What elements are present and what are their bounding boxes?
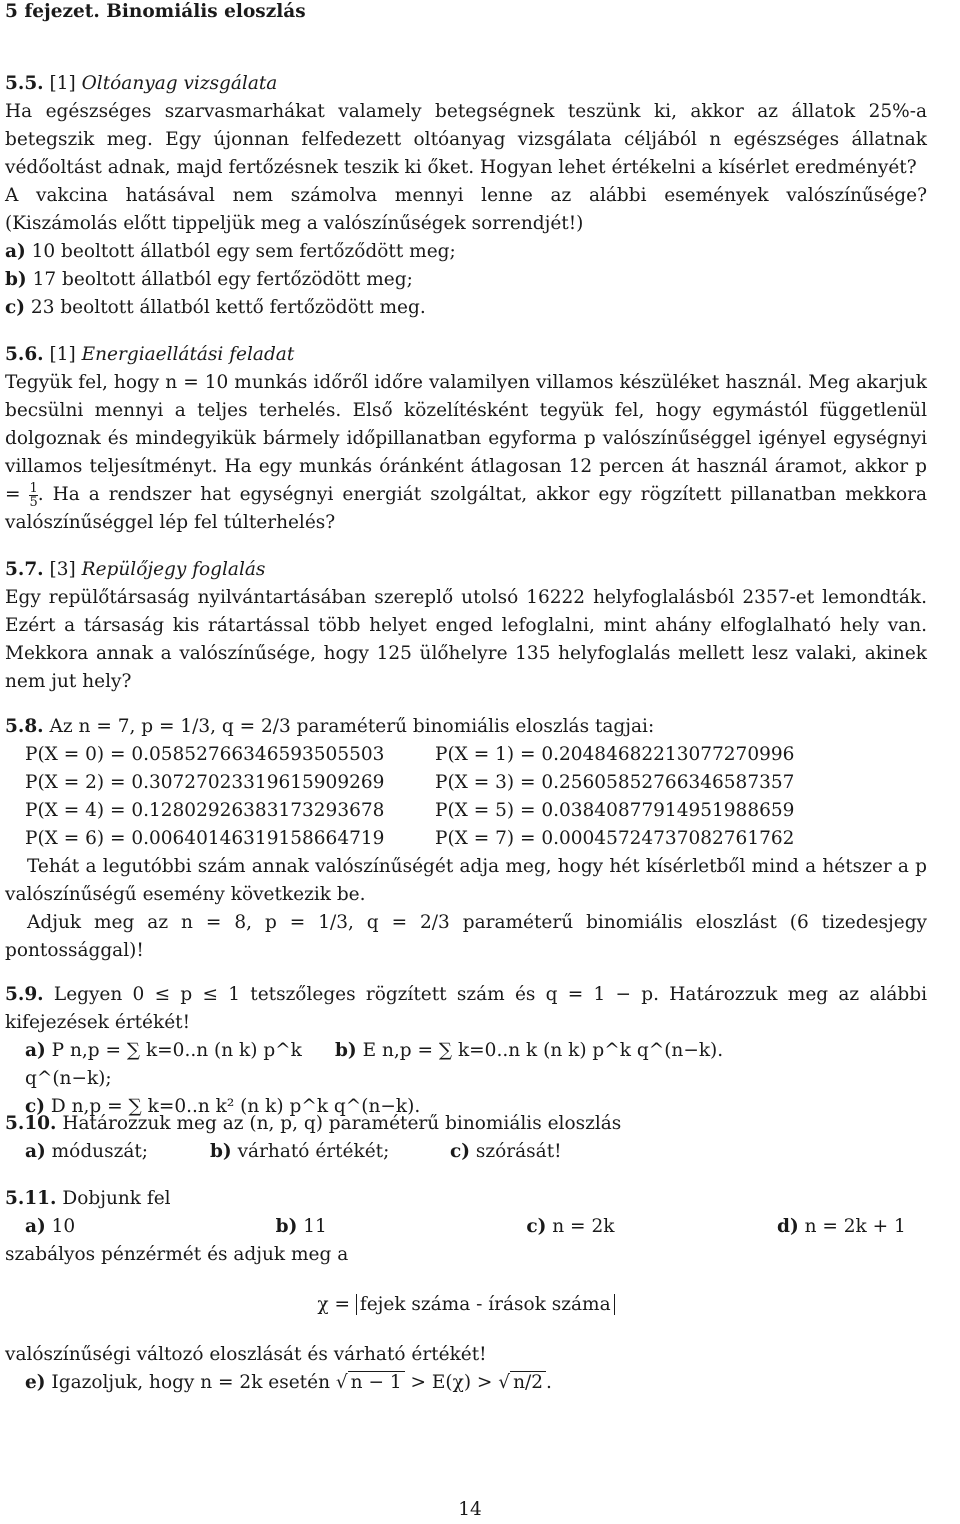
problem-ref: [1]	[49, 344, 76, 365]
problem-5-9	[5, 981, 927, 1121]
problem-title: Energiaellátási feladat	[81, 344, 295, 365]
problem-title: Oltóanyag vizsgálata	[81, 73, 278, 94]
problem-number: 5.8.	[5, 716, 44, 737]
problem-text-2: . Ha a rendszer hat egységnyi energiát szolgáltat, akkor egy rögzített pillanatban mekkora valószínűséggel lép fel túlterhelés?	[5, 484, 927, 533]
item-c: c) D n,p = ∑ k=0..n k² (n k) p^k q^(n−k).	[25, 1096, 421, 1117]
item-b: b) 11	[275, 1216, 327, 1237]
problem-text: Tegyük fel, hogy n = 10 munkás időről időre valamilyen villamos készüléket használ. Meg akarjuk becsülni mennyi a teljes terhelés. Első közelítésként tegyük fel, hogy egymástól függetlenül dolgoznak és mindegyikük bármely időpillanatban egyforma p valószínűséggel igényel egységnyi villamos teljesítményt. Ha egy munkás óránként átlagosan 12 percen át használ áramot, akkor	[5, 372, 927, 477]
item-a: a) móduszát;	[25, 1141, 149, 1162]
problem-ref: [1]	[49, 73, 76, 94]
problem-5-5	[5, 70, 927, 322]
problem-ref: [3]	[49, 559, 76, 580]
item-c	[5, 294, 927, 322]
problem-text-2: Adjuk meg az n = 8, p = 1/3, q = 2/3 paraméterű binomiális eloszlást (6 tizedesjegy pontossággal)!	[5, 912, 927, 961]
item-e: e) Igazoljuk, hogy n = 2k esetén √ n − 1 > E(χ) > √ n/2 .	[25, 1372, 552, 1393]
problem-5-10	[5, 1110, 927, 1166]
item-b: b) E n,p = ∑ k=0..n k (n k) p^k q^(n−k).	[335, 1040, 724, 1061]
problem-text: Legyen 0 ≤ p ≤ 1 tetszőleges rögzített szám és q = 1 − p. Határozzuk meg az alábbi kifejezések értékét!	[5, 984, 927, 1033]
problem-5-11	[5, 1185, 927, 1397]
item-a: a) 10	[25, 1216, 76, 1237]
problem-text: Határozzuk meg az (n, p, q) paraméterű binomiális eloszlás	[62, 1113, 622, 1134]
item-b	[5, 266, 927, 294]
problem-number: 5.9.	[5, 984, 44, 1005]
item-label: b)	[5, 269, 27, 290]
problem-5-8	[5, 713, 927, 965]
chapter-header: 5 fejezet. Binomiális eloszlás	[5, 1, 306, 22]
problem-text: Dobjunk fel	[62, 1188, 171, 1209]
item-c: c) n = 2k	[526, 1216, 615, 1237]
chi-formula: χ = fejek száma - írások száma	[5, 1291, 927, 1319]
item-a: a) P n,p = ∑ k=0..n (n k) p^k q^(n−k);	[25, 1040, 302, 1089]
problem-number: 5.5.	[5, 73, 44, 94]
problem-number: 5.6.	[5, 344, 44, 365]
problem-text-2: szabályos pénzérmét és adjuk meg a	[5, 1244, 349, 1265]
problem-title: Repülőjegy foglalás	[81, 559, 266, 580]
item-c: c) szórását!	[450, 1141, 562, 1162]
equation: p =	[5, 456, 927, 505]
item-text: 23 beoltott állatból kettő fertőzödött meg.	[30, 297, 426, 318]
problem-number: 5.7.	[5, 559, 44, 580]
fraction: $\frac{1}{5}$	[29, 480, 38, 510]
table-row: P(X = 0) = 0.05852766346593505503 P(X = 1) = 0.20484682213077270996	[25, 744, 795, 765]
item-b: b) várható értékét;	[210, 1141, 390, 1162]
problem-text-2: A vakcina hatásával nem számolva mennyi lenne az alábbi események valószínűsége? (Kiszámolás előtt tippeljük meg a valószínűségek sorrendjét!)	[5, 185, 927, 234]
item-text: 17 beoltott állatból egy fertőzödött meg;	[32, 269, 413, 290]
item-label: a)	[5, 241, 26, 262]
problem-5-7	[5, 556, 927, 696]
probability-table	[5, 741, 927, 853]
items-row	[5, 1213, 927, 1241]
item-d: d) n = 2k + 1	[777, 1216, 906, 1237]
problem-number: 5.10.	[5, 1113, 57, 1134]
table-row: P(X = 2) = 0.30727023319615909269 P(X = 3) = 0.25605852766346587357	[25, 772, 795, 793]
problem-text: Ha egészséges szarvasmarhákat valamely betegségnek teszünk ki, akkor az állatok 25%-a betegszik meg. Egy újonnan felfedezett oltóanyag vizsgálata céljából n egészséges állatnak védőoltást adnak, majd fertőzésnek teszik ki őket. Hogyan lehet értékelni a kísérlet eredményét?	[5, 101, 927, 178]
item-text: 10 beoltott állatból egy sem fertőződött meg;	[31, 241, 456, 262]
table-row: P(X = 6) = 0.00640146319158664719 P(X = 7) = 0.00045724737082761762	[25, 828, 795, 849]
problem-intro: Az n = 7, p = 1/3, q = 2/3 paraméterű binomiális eloszlás tagjai:	[49, 716, 655, 737]
problem-5-6	[5, 341, 927, 537]
item-a	[5, 238, 927, 266]
problem-number: 5.11.	[5, 1188, 57, 1209]
problem-text: Tehát a legutóbbi szám annak valószínűségét adja meg, hogy hét kísérletből mind a hétszer a p valószínűségű esemény következik be.	[5, 856, 927, 905]
item-label: c)	[5, 297, 26, 318]
problem-text: Egy repülőtársaság nyilvántartásában szereplő utolsó 16222 helyfoglalásból 2357-et lemondták. Ezért a társaság kis rátartással több helyet enged lefoglalni, mint ahány elfoglalható hely van. Mekkora annak a valószínűsége, hogy 125 ülőhelyre 135 helyfoglalás mellett lesz valaki, akinek nem jut hely?	[5, 587, 927, 692]
page-number: 14	[458, 1499, 482, 1520]
table-row: P(X = 4) = 0.12802926383173293678 P(X = 5) = 0.03840877914951988659	[25, 800, 795, 821]
problem-text-3: valószínűségi változó eloszlását és várható értékét!	[5, 1344, 487, 1365]
